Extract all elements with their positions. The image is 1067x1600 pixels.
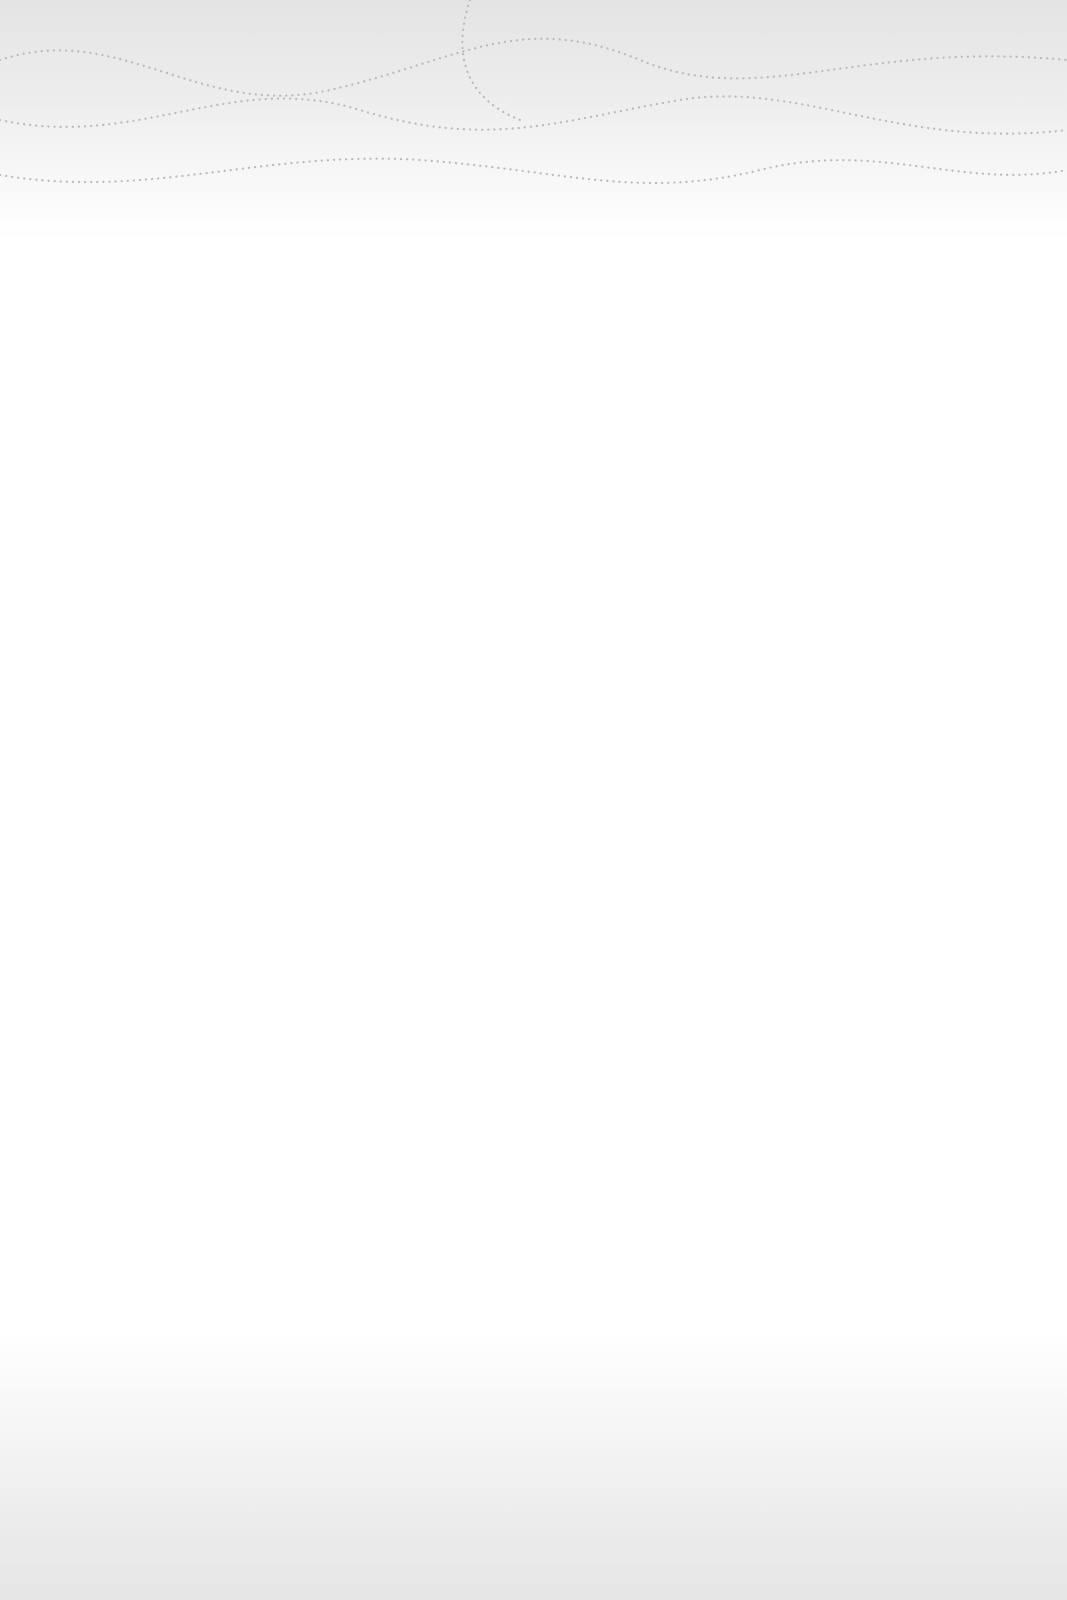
bottom-music-ornament: [0, 1330, 1067, 1600]
side-ornament: [0, 1150, 70, 1190]
dotted-staff-line: [462, 0, 520, 120]
dotted-staff-line: [0, 96, 1067, 133]
left-column: [107, 368, 517, 420]
right-column: [577, 368, 977, 420]
dotted-staff-line: [0, 39, 1067, 96]
top-music-ornament: [0, 0, 1067, 240]
dotted-staff-line: [0, 159, 1067, 183]
